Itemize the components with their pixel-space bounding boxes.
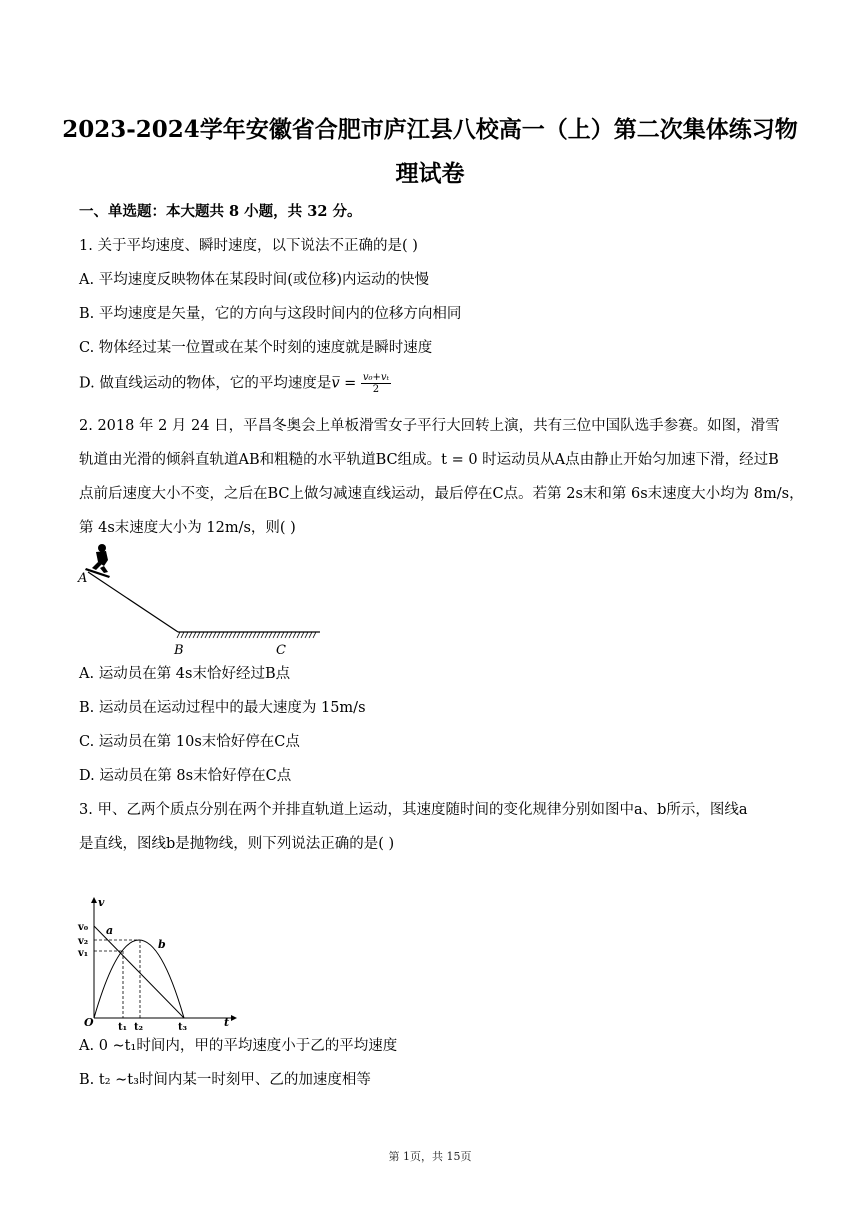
q3-option-b: B. t₂ ∼t₃时间内某一时刻甲、乙的加速度相等: [79, 1072, 371, 1088]
q1-formula-fraction: [361, 372, 391, 395]
q1-formula-denominator: 2: [372, 384, 380, 395]
hatch-marks: [177, 632, 316, 638]
page-footer: 第 1页，共 15页: [388, 1150, 472, 1163]
tick-t3: t₃: [178, 1022, 187, 1033]
axis-label-v: v: [98, 896, 105, 909]
q1-option-a: A. 平均速度反映物体在某段时间(或位移)内运动的快慢: [79, 272, 430, 288]
label-c: C: [276, 643, 286, 658]
graph-curve-b: [94, 940, 184, 1018]
q2-stem-line-2: 轨道由光滑的倾斜直轨道AB和粗糙的水平轨道BC组成。t = 0 时运动员从A点由静止开始匀加速下滑，经过B: [79, 452, 779, 468]
q1-formula-numerator: v₀+vₜ: [362, 372, 390, 383]
q1-stem: 1. 关于平均速度、瞬时速度，以下说法不正确的是( ): [79, 238, 418, 254]
curve-label-a: a: [106, 924, 114, 937]
tick-v2: v₂: [78, 936, 89, 947]
velocity-time-graph: [76, 894, 246, 1034]
label-b: B: [174, 643, 184, 658]
q2-option-b: B. 运动员在运动过程中的最大速度为 15m/s: [79, 700, 366, 716]
origin-label: O: [84, 1016, 94, 1029]
label-a: A: [78, 571, 88, 586]
tick-v1: v₁: [78, 948, 89, 959]
q2-stem-line-1: 2. 2018 年 2 月 24 日，平昌冬奥会上单板滑雪女子平行大回转上演，共有三位中国队选手参赛。如图，滑雪: [79, 418, 780, 434]
incline-track-ab: [88, 572, 178, 632]
axis-label-t: t: [224, 1016, 230, 1029]
q2-stem-line-3: 点前后速度大小不变，之后在BC上做匀减速直线运动，最后停在C点。若第 2s末和第 6s末速度大小均为 8m/s，: [79, 486, 804, 502]
q1-option-d: [79, 372, 391, 395]
section-heading: 一、单选题：本大题共 8 小题，共 32 分。: [79, 203, 362, 220]
q3-stem-line-2: 是直线，图线b是抛物线，则下列说法正确的是( ): [79, 836, 395, 852]
q3-stem-line-1: 3. 甲、乙两个质点分别在两个并排直轨道上运动，其速度随时间的变化规律分别如图中a、b所示，图线a: [79, 802, 748, 818]
tick-v0: v₀: [78, 922, 89, 933]
q2-option-d: D. 运动员在第 8s末恰好停在C点: [79, 768, 292, 784]
q3-option-a: A. 0 ∼t₁时间内，甲的平均速度小于乙的平均速度: [79, 1038, 398, 1054]
q2-option-c: C. 运动员在第 10s末恰好停在C点: [79, 734, 300, 750]
title-line-2: 理试卷: [395, 160, 465, 187]
q2-option-a: A. 运动员在第 4s末恰好经过B点: [79, 666, 291, 682]
q1-option-d-text: D. 做直线运动的物体，它的平均速度是: [79, 375, 332, 392]
ski-track-figure: [74, 538, 334, 662]
tick-t1: t₁: [118, 1022, 127, 1033]
tick-t2: t₂: [134, 1022, 143, 1033]
q1-option-c: C. 物体经过某一位置或在某个时刻的速度就是瞬时速度: [79, 340, 433, 356]
curve-label-b: b: [158, 938, 166, 951]
q1-formula-lhs: v̅ =: [331, 375, 357, 392]
q1-option-b: B. 平均速度是矢量，它的方向与这段时间内的位移方向相同: [79, 306, 462, 322]
title-line-1: 2023-2024学年安徽省合肥市庐江县八校高一（上）第二次集体练习物: [62, 116, 798, 143]
q2-stem-line-4: 第 4s末速度大小为 12m/s，则( ): [79, 520, 296, 536]
